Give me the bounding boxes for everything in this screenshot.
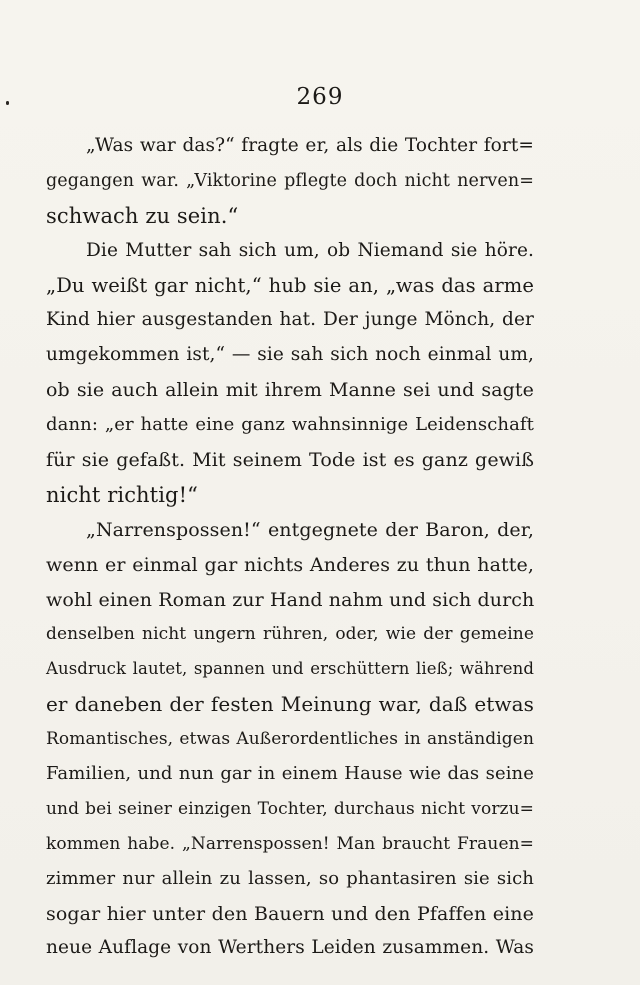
text-line: dann: „er hatte eine ganz wahnsinnige Leidenschaft	[46, 414, 534, 436]
text-line: sogar hier unter den Bauern und den Pfaffen eine	[46, 902, 534, 925]
text-line: und bei seiner einzigen Tochter, durchaus nicht vorzu=	[46, 798, 534, 819]
text-line: neue Auflage von Werthers Leiden zusammen. Was	[46, 937, 534, 959]
text-line: Ausdruck lautet, spannen und erschüttern ließ; während	[46, 659, 534, 679]
text-line: gegangen war. „Viktorine pflegte doch nicht nerven=	[46, 170, 534, 191]
text-line: denselben nicht ungern rühren, oder, wie der gemeine	[46, 624, 534, 645]
text-line: nicht richtig!“	[46, 482, 198, 507]
text-line: er daneben der festen Meinung war, daß etwas	[46, 692, 534, 717]
text-line: umgekommen ist,“ — sie sah sich noch einmal um,	[46, 344, 534, 366]
text-line: wohl einen Roman zur Hand nahm und sich durch	[46, 588, 535, 611]
text-line: zimmer nur allein zu lassen, so phantasiren sie sich	[46, 867, 534, 889]
text-line: ob sie auch allein mit ihrem Manne sei und sagte	[46, 379, 534, 402]
text-line: „Was war das?“ fragte er, als die Tochter fort=	[86, 135, 534, 156]
text-line: schwach zu sein.“	[46, 203, 239, 228]
page-number: 269	[296, 84, 344, 110]
text-line: „Narrenspossen!“ entgegnete der Baron, der,	[86, 518, 534, 541]
text-line: Die Mutter sah sich um, ob Niemand sie höre.	[86, 239, 534, 261]
text-line: für sie gefaßt. Mit seinem Tode ist es ganz gewiß	[46, 449, 534, 472]
text-line: Romantisches, etwas Außerordentliches in anständigen	[46, 729, 534, 750]
body-text	[46, 129, 534, 966]
text-line: wenn er einmal gar nichts Anderes zu thun hatte,	[46, 553, 534, 576]
text-line: Familien, und nun gar in einem Hause wie das seine	[46, 763, 534, 785]
text-line: „Du weißt gar nicht,“ hub sie an, „was das arme	[46, 273, 534, 297]
text-line: kommen habe. „Narrenspossen! Man braucht Frauen=	[46, 833, 534, 854]
text-line: Kind hier ausgestanden hat. Der junge Mönch, der	[46, 309, 534, 331]
